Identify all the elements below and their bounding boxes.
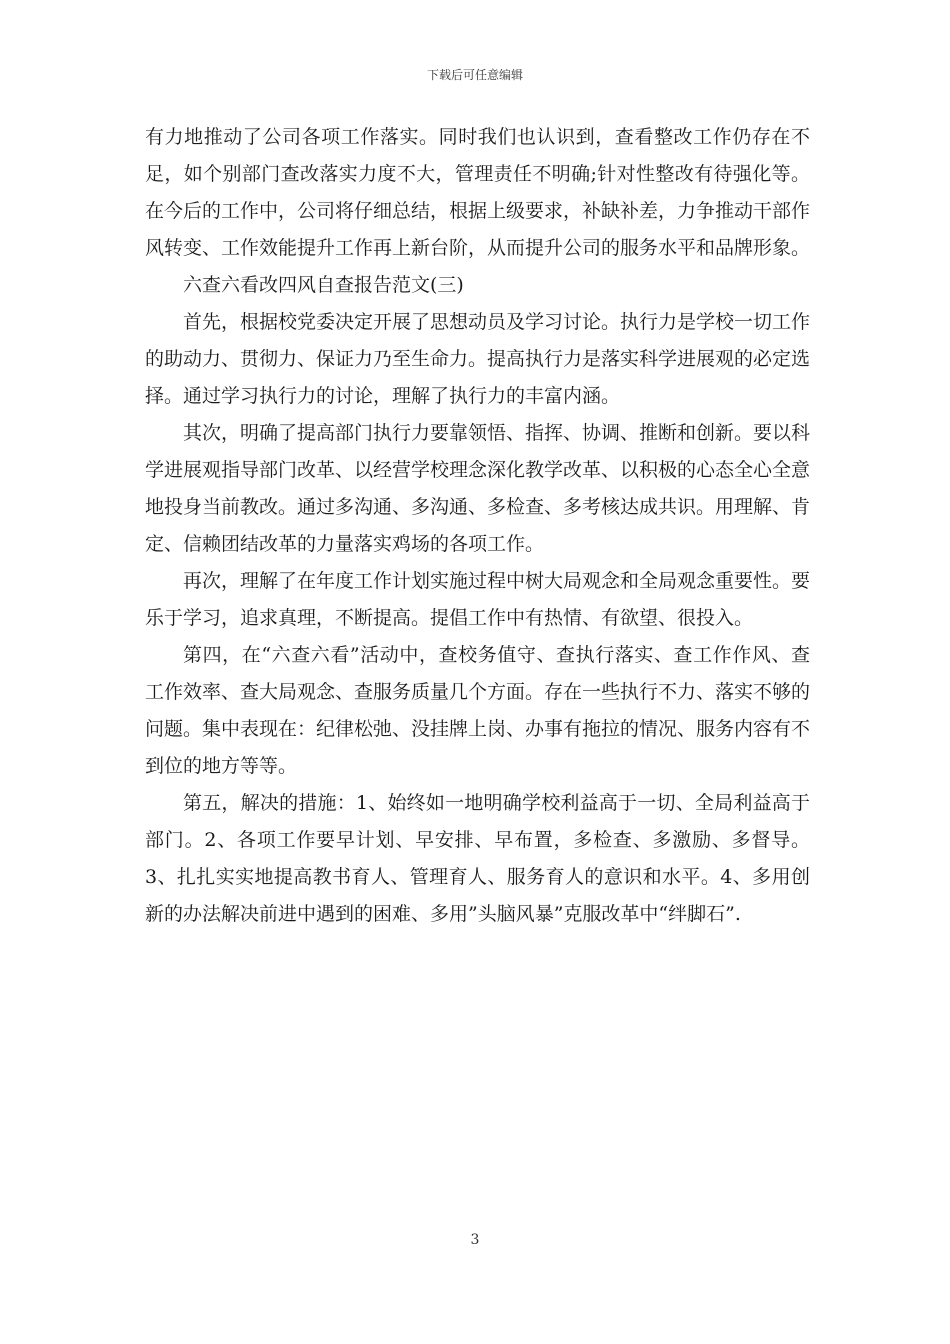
page-header: 下载后可任意编辑 [426,68,523,82]
paragraph-continuation: 有力地推动了公司各项工作落实。同时我们也认识到，查看整改工作仍存在不足，如个别部门查改落实力度不大，管理责任不明确;针对性整改有待强化等。在今后的工作中，公司将仔细总结，根据上级要求，补缺补差，力争推动干部作风转变、工作效能提升工作再上新台阶，从而提升公司的服务水平和品牌形象。 [145,126,811,259]
paragraph-fifth: 第五，解决的措施：1、始终如一地明确学校利益高于一切、全局利益高于部门。2、各项工作要早计划、早安排、早布置，多检查、多激励、多督导。3、扎扎实实地提高教书育人、管理育人、服务育人的意识和水平。4、多用创新的办法解决前进中遇到的困难、多用”头脑风暴”克服改革中“绊脚石”. [145,792,810,925]
paragraph-first: 首先，根据校党委决定开展了思想动员及学习讨论。执行力是学校一切工作的助动力、贯彻力、保证力乃至生命力。提高执行力是落实科学进展观的必定选择。通过学习执行力的讨论，理解了执行力的丰富内涵。 [145,311,811,407]
document-body [145,119,810,933]
paragraph-second: 其次，明确了提高部门执行力要靠领悟、指挥、协调、推断和创新。要以科学进展观指导部门改革、以经营学校理念深化教学改革、以积极的心态全心全意地投身当前教改。通过多沟通、多沟通、多检查、多考核达成共识。用理解、肯定、信赖团结改革的力量落实鸡场的各项工作。 [145,422,811,555]
page-number: 3 [470,1232,480,1248]
paragraph-third: 再次，理解了在年度工作计划实施过程中树大局观念和全局观念重要性。要乐于学习，追求真理，不断提高。提倡工作中有热情、有欲望、很投入。 [145,570,811,629]
section-title: 六查六看改四风自查报告范文(三) [183,274,464,296]
paragraph-fourth: 第四，在“六查六看”活动中，查校务值守、查执行落实、查工作作风、查工作效率、查大局观念、查服务质量几个方面。存在一些执行不力、落实不够的问题。集中表现在：纪律松弛、没挂牌上岗、办事有拖拉的情况、服务内容有不到位的地方等等。 [145,644,811,777]
